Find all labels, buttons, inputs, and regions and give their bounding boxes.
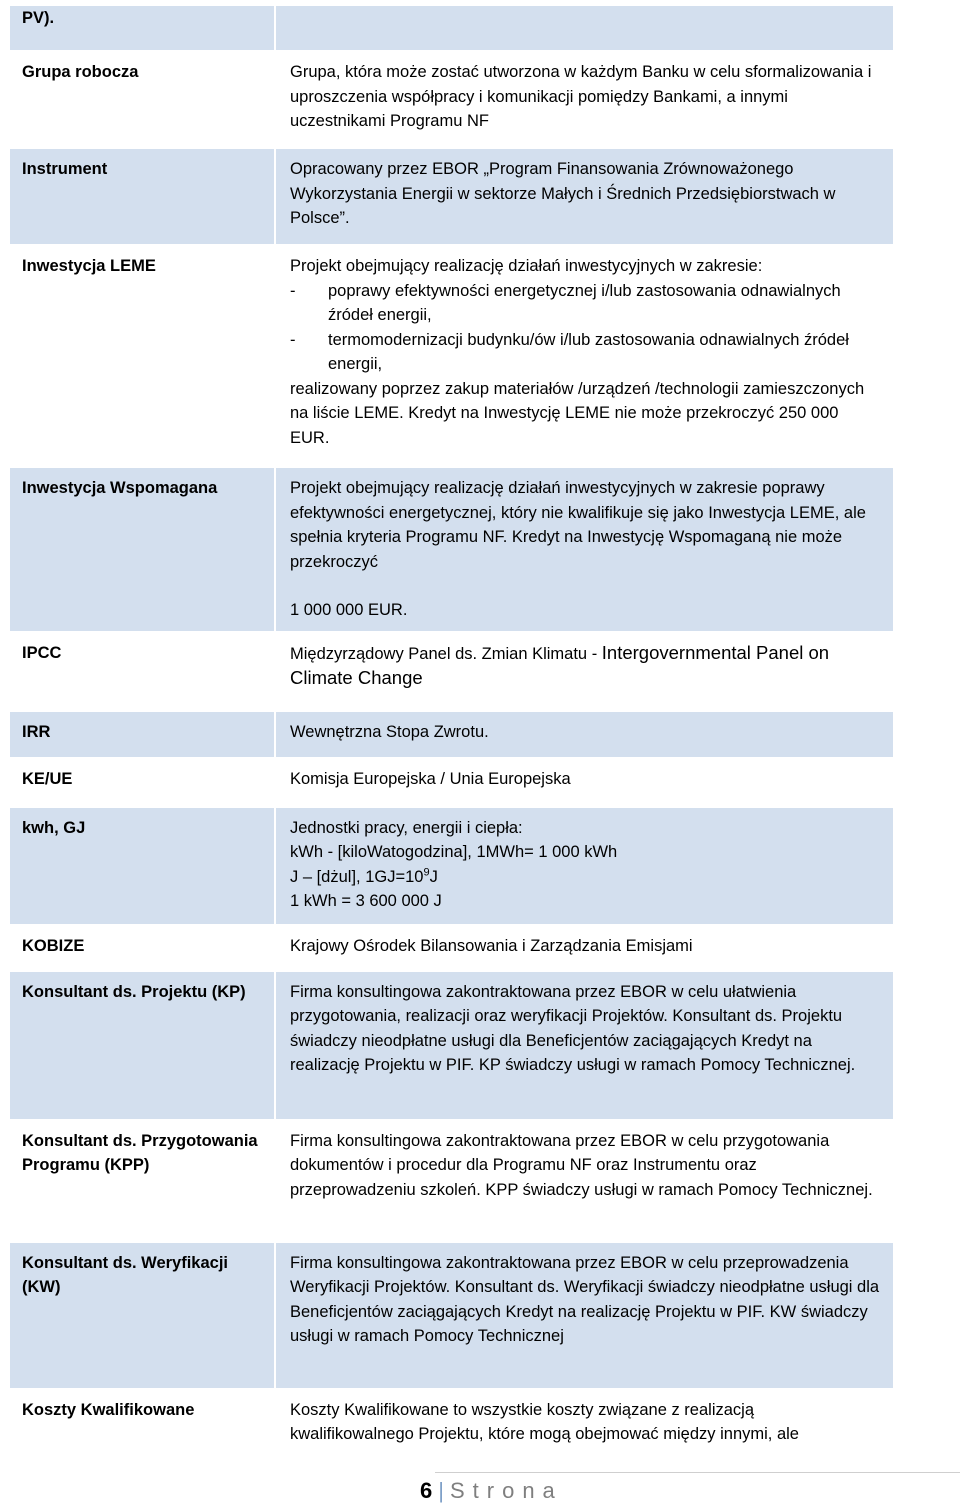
term-cell: Instrument (9, 148, 275, 245)
definition-cell (275, 632, 894, 711)
superscript: 9 (423, 866, 430, 878)
term-cell: Inwestycja Wspomagana (9, 467, 275, 632)
definition-line: Jednostki pracy, energii i ciepła: (290, 818, 523, 837)
table-row (9, 5, 894, 51)
term-cell: KOBIZE (9, 925, 275, 971)
term-cell: Konsultant ds. Weryfikacji (KW) (9, 1242, 275, 1389)
table-row (9, 51, 894, 148)
table-row (9, 758, 894, 807)
definition-cell: Firma konsultingowa zakontraktowana przez EBOR w celu ułatwienia przygotowania, realizacji oraz weryfikacji Projektów. Konsultant ds. Projektu świadczy nieodpłatne usługi dla Beneficjentów zaciągających Kredyt na realizację Projektu w PIF. KP świadczy usługi w ramach Pomocy Technicznej. (275, 971, 894, 1120)
definition-cell: Opracowany przez EBOR „Program Finansowania Zrównoważonego Wykorzystania Energii w sektorze Małych i Średnich Przedsiębiorstwach w Polsce”. (275, 148, 894, 245)
definition-intro: Projekt obejmujący realizację działań inwestycyjnych w zakresie: (290, 257, 763, 275)
table-row (9, 148, 894, 245)
term-cell: Grupa robocza (9, 51, 275, 148)
list-item: - termomodernizacji budynku/ów i/lub zastosowania odnawialnych źródeł energii, (290, 330, 849, 373)
definition-cell: Grupa, która może zostać utworzona w każdym Banku w celu sformalizowania i uproszczenia współpracy i komunikacji pomiędzy Bankami, a innymi uczestnikami Programu NF (275, 51, 894, 148)
definition-outro: realizowany poprzez zakup materiałów /urządzeń /technologii zamieszczonych na liście LEME. Kredyt na Inwestycję LEME nie może przekroczyć 250 000 EUR. (290, 379, 865, 447)
table-row (9, 711, 894, 758)
definition-cell: Firma konsultingowa zakontraktowana przez EBOR w celu przygotowania dokumentów i procedur dla Programu NF oraz Instrumentu oraz przeprowadzeniu szkoleń. KPP świadczy usługi w ramach Pomocy Technicznej. (275, 1120, 894, 1242)
table-row (9, 971, 894, 1120)
term-cell: Koszty Kwalifikowane (9, 1389, 275, 1456)
definition-cell (275, 807, 894, 925)
term-cell: IRR (9, 711, 275, 758)
definition-cell: Koszty Kwalifikowane to wszystkie koszty związane z realizacją kwalifikowalnego Projektu, które mogą obejmować między innymi, ale (275, 1389, 894, 1456)
page-footer (420, 1474, 563, 1508)
footer-label: Strona (449, 1478, 563, 1503)
list-item-text: poprawy efektywności energetycznej i/lub zastosowania odnawialnych źródeł energii, (328, 281, 841, 324)
definition-line: kWh - [kiloWatogodzina], 1MWh= 1 000 kWh (290, 843, 618, 861)
table-row (9, 1389, 894, 1456)
definition-cell: Komisja Europejska / Unia Europejska (275, 758, 894, 807)
term-cell: IPCC (9, 632, 275, 711)
definition-english: Intergovernmental Panel on Climate Change (290, 641, 830, 688)
definition-cell: Wewnętrzna Stopa Zwrotu. (275, 711, 894, 758)
table-row (9, 632, 894, 711)
term-cell: Konsultant ds. Projektu (KP) (9, 971, 275, 1120)
term-cell: PV). (9, 5, 275, 51)
table-row (9, 245, 894, 467)
definition-cell (275, 245, 894, 467)
definition-amount: 1 000 000 EUR. (290, 601, 408, 619)
list-item: - poprawy efektywności energetycznej i/lub zastosowania odnawialnych źródeł energii, (290, 281, 841, 324)
table-row (9, 1120, 894, 1242)
table-row (9, 467, 894, 632)
list-item-text: termomodernizacji budynku/ów i/lub zastosowania odnawialnych źródeł energii, (328, 330, 849, 373)
term-cell: Konsultant ds. Przygotowania Programu (KPP) (9, 1120, 275, 1242)
table-row (9, 925, 894, 971)
footer-separator: | (438, 1478, 444, 1503)
term-cell: KE/UE (9, 758, 275, 807)
definition-cell (275, 5, 894, 51)
footer-divider (435, 1472, 960, 1473)
term-cell: Inwestycja LEME (9, 245, 275, 467)
term-cell: kwh, GJ (9, 807, 275, 925)
page-number: 6 (420, 1478, 433, 1503)
definition-line: J – [dżul], $1GJ=10^9J$ (290, 866, 438, 886)
definition-line: 1 kWh = 3 600 000 J (290, 892, 442, 910)
definition-text: Projekt obejmujący realizację działań inwestycyjnych w zakresie poprawy efektywności energetycznej, który nie kwalifikuje się jako Inwestycja LEME, ale spełnia kryteria Programu NF. Kredyt na Inwestycję Wspomaganą nie może przekroczyć (290, 479, 866, 571)
definition-cell: Firma konsultingowa zakontraktowana przez EBOR w celu przeprowadzenia Weryfikacji Projektów. Konsultant ds. Weryfikacji świadczy nieodpłatne usługi dla Beneficjentów zaciągających Kredyt na realizację Projektu w PIF. KW świadczy usługi w ramach Pomocy Technicznej (275, 1242, 894, 1389)
glossary-table (8, 4, 895, 1457)
definition-cell (275, 467, 894, 632)
definition-text: Międzyrządowy Panel ds. Zmian Klimatu - (290, 644, 602, 663)
table-row (9, 1242, 894, 1389)
table-row (9, 807, 894, 925)
definition-cell: Krajowy Ośrodek Bilansowania i Zarządzania Emisjami (275, 925, 894, 971)
